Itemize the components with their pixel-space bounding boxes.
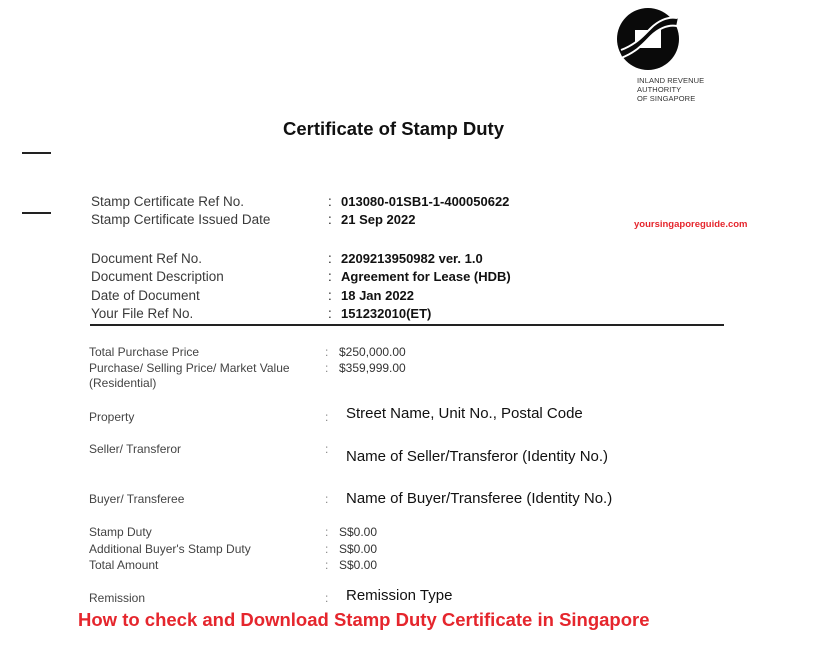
separator: : <box>325 442 329 456</box>
org-line: OF SINGAPORE <box>637 94 696 103</box>
doc-date-label: Date of Document <box>91 288 200 303</box>
doc-ref-label: Document Ref No. <box>91 251 203 266</box>
stamp-duty-label: Stamp Duty <box>89 525 152 539</box>
separator: : <box>325 591 329 605</box>
market-value-label <box>89 361 290 391</box>
seller-label: Seller/ Transferor <box>89 442 182 456</box>
iras-logo-icon <box>617 8 679 70</box>
buyer-label: Buyer/ Transferee <box>89 492 185 506</box>
total-purchase-price-value: $250,000.00 <box>339 345 406 359</box>
cert-ref-label: Stamp Certificate Ref No. <box>91 194 245 209</box>
remission-value: Remission Type <box>346 587 453 604</box>
total-purchase-price-label: Total Purchase Price <box>89 345 200 359</box>
separator: : <box>328 306 332 321</box>
stamp-duty-value: S$0.00 <box>339 525 378 539</box>
separator: : <box>325 410 329 424</box>
doc-desc-label: Document Description <box>91 269 224 284</box>
buyer-value: Name of Buyer/Transferee (Identity No.) <box>346 490 613 507</box>
cert-ref-value: 013080-01SB1-1-400050622 <box>341 194 510 209</box>
absd-label: Additional Buyer's Stamp Duty <box>89 542 251 556</box>
org-line: AUTHORITY <box>637 85 682 94</box>
file-ref-value: 151232010(ET) <box>341 306 432 321</box>
margin-mark <box>22 152 51 154</box>
seller-value: Name of Seller/Transferor (Identity No.) <box>346 448 609 465</box>
separator: : <box>325 345 329 359</box>
margin-mark <box>22 212 51 214</box>
separator: : <box>325 542 329 556</box>
total-amount-value: S$0.00 <box>339 558 378 572</box>
doc-desc-value: Agreement for Lease (HDB) <box>341 269 511 284</box>
separator: : <box>325 361 329 375</box>
page-title: Certificate of Stamp Duty <box>283 118 505 139</box>
separator: : <box>328 269 332 284</box>
doc-ref-value: 2209213950982 ver. 1.0 <box>341 251 483 266</box>
separator: : <box>328 194 332 209</box>
market-value-label-line: Purchase/ Selling Price/ Market Value <box>89 361 290 375</box>
issued-date-value: 21 Sep 2022 <box>341 212 416 227</box>
divider <box>90 324 724 326</box>
doc-date-value: 18 Jan 2022 <box>341 288 415 303</box>
separator: : <box>325 525 329 539</box>
separator: : <box>328 251 332 266</box>
market-value-value: $359,999.00 <box>339 361 406 375</box>
market-value-label-line: (Residential) <box>89 376 157 390</box>
separator: : <box>328 288 332 303</box>
absd-value: S$0.00 <box>339 542 378 556</box>
property-value: Street Name, Unit No., Postal Code <box>346 405 583 422</box>
org-line: INLAND REVENUE <box>637 76 705 85</box>
total-amount-label: Total Amount <box>89 558 159 572</box>
property-label: Property <box>89 410 135 424</box>
separator: : <box>328 212 332 227</box>
file-ref-label: Your File Ref No. <box>91 306 194 321</box>
separator: : <box>325 492 329 506</box>
watermark: yoursingaporeguide.com <box>634 219 748 230</box>
separator: : <box>325 558 329 572</box>
caption: How to check and Download Stamp Duty Certificate in Singapore <box>78 609 650 630</box>
issued-date-label: Stamp Certificate Issued Date <box>91 212 271 227</box>
org-name <box>637 76 704 103</box>
remission-label: Remission <box>89 591 146 605</box>
